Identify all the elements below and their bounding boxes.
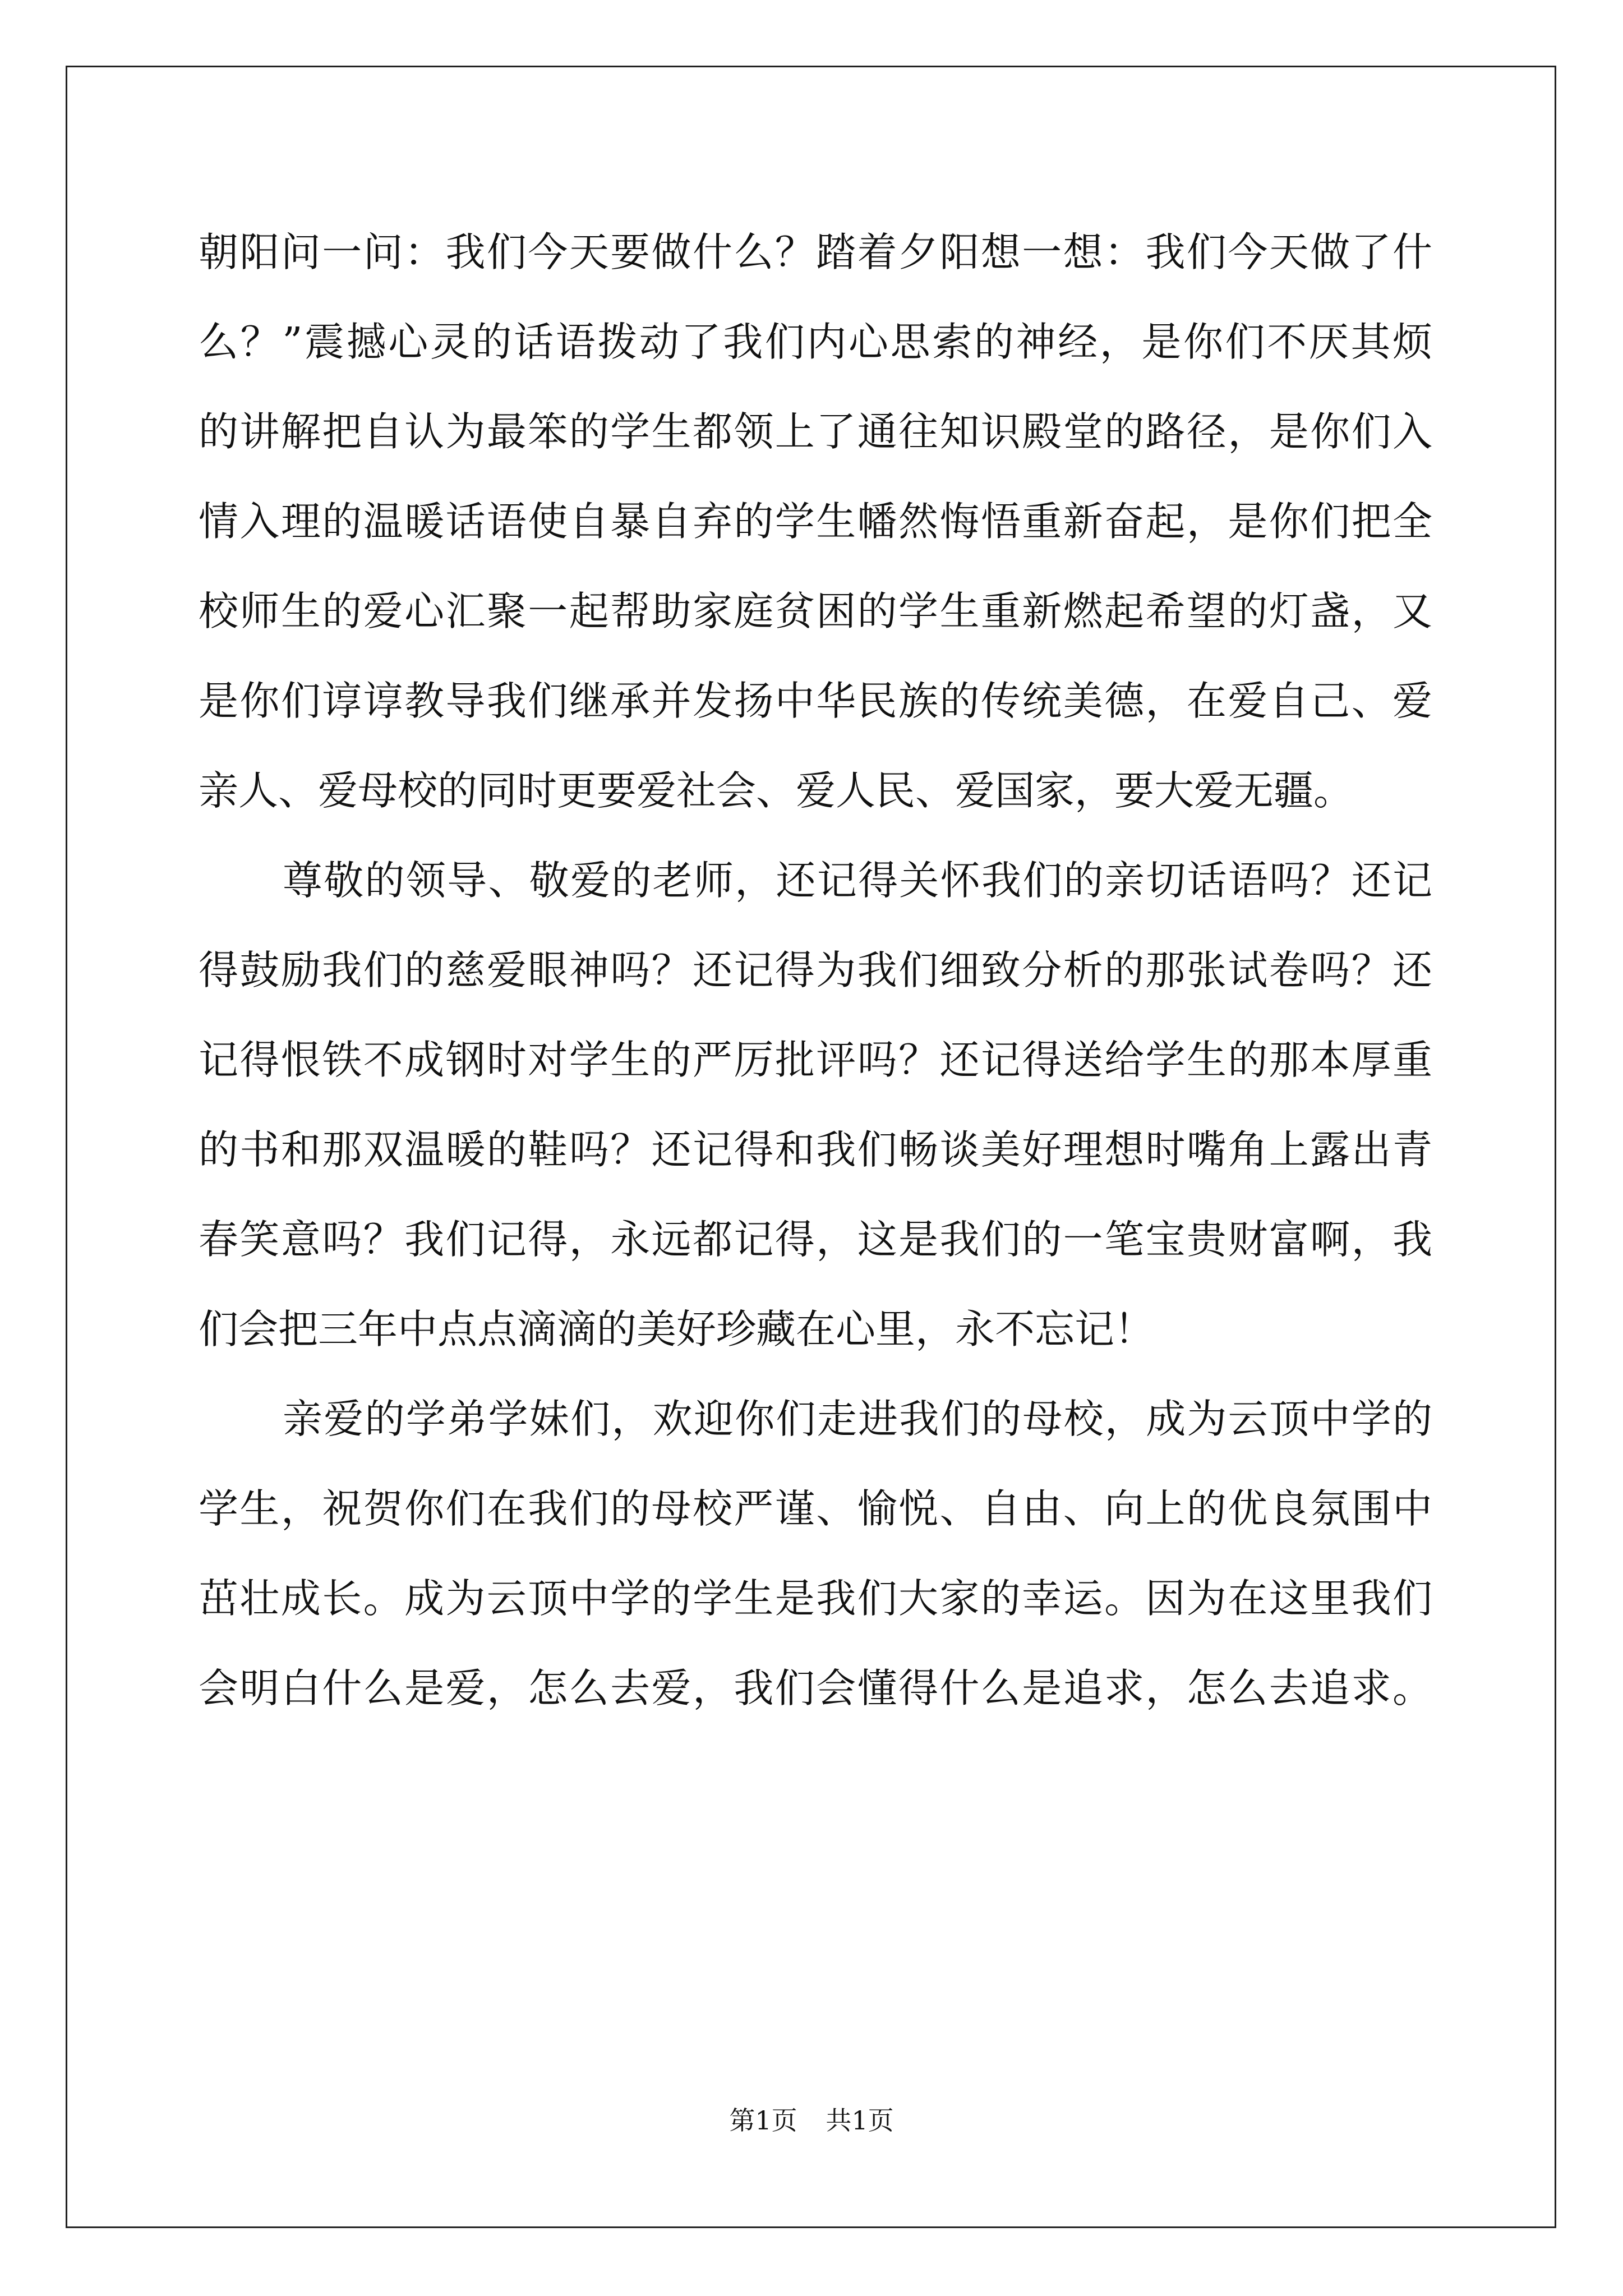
text-line: 春笑意吗？我们记得，永远都记得，这是我们的一笔宝贵财富啊，我 [199, 1216, 1432, 1263]
paragraph-first-line: 尊敬的领导、敬爱的老师，还记得关怀我们的亲切话语吗？还记 [283, 857, 1432, 904]
text-line: 学生，祝贺你们在我们的母校严谨、愉悦、自由、向上的优良氛围中 [199, 1485, 1432, 1532]
page-number: 第1页 [729, 2105, 797, 2136]
document-body [199, 208, 1432, 1733]
text-line: 亲人、爱母校的同时更要爱社会、爱人民、爱国家，要大爱无疆。 [199, 767, 1354, 814]
text-line: 校师生的爱心汇聚一起帮助家庭贫困的学生重新燃起希望的灯盏，又 [199, 588, 1432, 634]
text-line: 们会把三年中点点滴滴的美好珍藏在心里，永不忘记！ [199, 1306, 1155, 1352]
paragraph-first-line: 亲爱的学弟学妹们，欢迎你们走进我们的母校，成为云顶中学的 [283, 1396, 1432, 1442]
text-line: 情入理的温暖话语使自暴自弃的学生幡然悔悟重新奋起，是你们把全 [199, 498, 1432, 545]
text-line: 会明白什么是爱，怎么去爱，我们会懂得什么是追求，怎么去追求。 [199, 1665, 1432, 1711]
text-line: 朝阳问一问：我们今天要做什么？踏着夕阳想一想：我们今天做了什 [199, 229, 1432, 275]
text-line: 得鼓励我们的慈爱眼神吗？还记得为我们细致分析的那张试卷吗？还 [199, 947, 1432, 993]
text-line: 记得恨铁不成钢时对学生的严厉批评吗？还记得送给学生的那本厚重 [199, 1037, 1432, 1083]
page-footer [0, 2104, 1623, 2137]
text-line: 的书和那双温暖的鞋吗？还记得和我们畅谈美好理想时嘴角上露出青 [199, 1126, 1432, 1173]
text-line: 是你们谆谆教导我们继承并发扬中华民族的传统美德，在爱自己、爱 [199, 678, 1432, 724]
text-line: 的讲解把自认为最笨的学生都领上了通往知识殿堂的路径，是你们入 [199, 408, 1432, 455]
text-line: 茁壮成长。成为云顶中学的学生是我们大家的幸运。因为在这里我们 [199, 1575, 1432, 1622]
page-total: 共1页 [826, 2105, 894, 2136]
text-line: 么？”震撼心灵的话语拨动了我们内心思索的神经，是你们不厌其烦 [199, 319, 1432, 365]
